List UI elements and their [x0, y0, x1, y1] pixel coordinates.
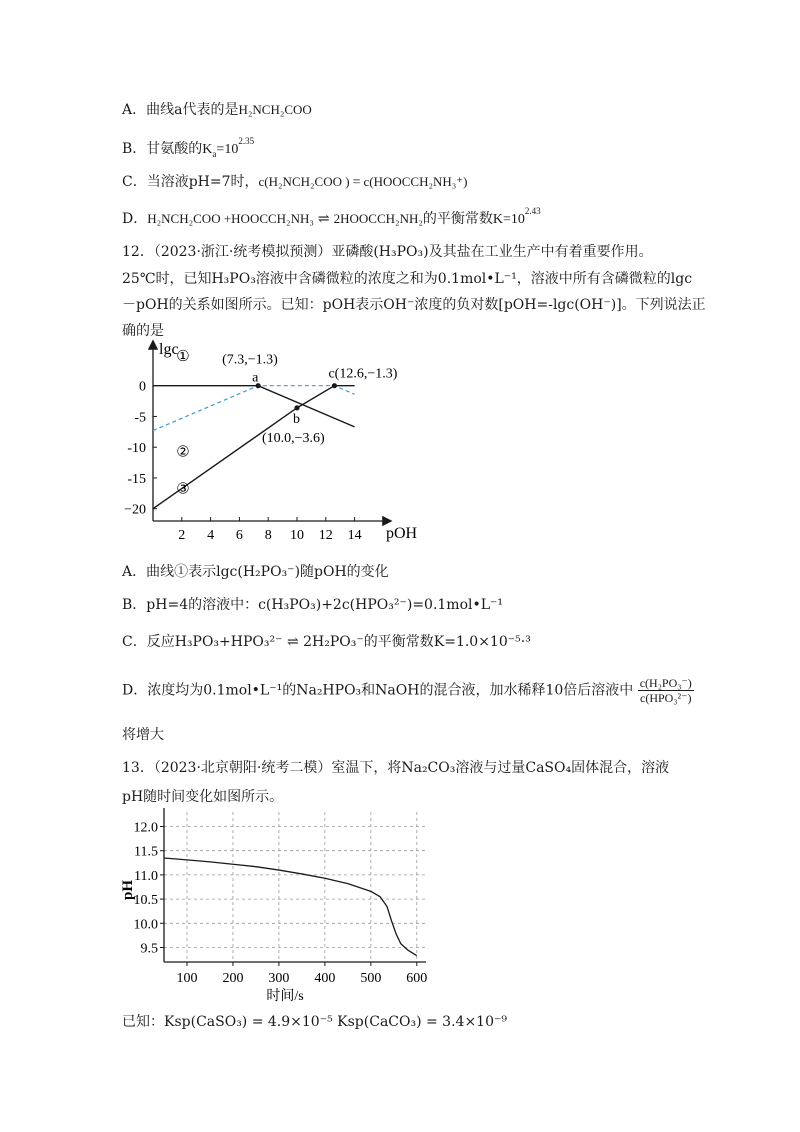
x-tick-label: 8	[264, 528, 272, 543]
q11-option-b: B．甘氨酸的$K_a=10^{2.35}$	[122, 136, 255, 159]
y-tick-label: -10	[127, 441, 146, 457]
point-c-coord: c(12.6,−1.3)	[328, 366, 398, 382]
x-axis-label: pOH	[386, 525, 418, 542]
series-label-3: ③	[176, 481, 190, 498]
pH-curve	[164, 858, 417, 956]
point-b-coord: (10.0,−3.6)	[262, 430, 325, 446]
series-label-2: ②	[176, 444, 190, 461]
x-tick-label: 14	[347, 528, 362, 543]
equilibrium-arrow-icon: ⇌	[317, 212, 330, 227]
q12-option-a: A．曲线①表示lgc(H₂PO₃⁻)随pOH的变化	[122, 564, 389, 580]
point-c	[332, 383, 337, 388]
q12-stem-line-3: －pOH的关系如图所示。已知：pOH表示OH⁻浓度的负对数[pOH=-lgc(OH⁻)]。下列说法正	[122, 297, 706, 313]
q12-option-b: B．pH=4的溶液中：c(H₃PO₃)+2c(HPO₃²⁻)=0.1mol•L⁻¹	[122, 597, 504, 613]
q11-option-a: A．曲线a代表的是H₂NCH₂COO	[122, 102, 312, 118]
point-b	[294, 405, 299, 410]
q12-option-d: D．浓度均为0.1mol•L⁻¹的Na₂HPO₃和NaOH的混合液，加水稀释10倍后溶液中 $\frac{\text{c(H₂PO₃⁻)}}{\text{c(HPO₃²⁻)}}$	[122, 676, 692, 705]
y-tick-label: -5	[134, 410, 146, 426]
q11-option-d: D．H₂NCH₂COO +HOOCCH₂NH₃ ⇌ 2HOOCCH₂NH₂的平衡常数$K=10^{2.43}$	[122, 206, 541, 227]
x-tick-label: 600	[406, 971, 428, 986]
y-tick-label: 9.5	[140, 941, 158, 957]
formula: H₂NCH₂COO	[238, 102, 312, 117]
y-tick-label: 12.0	[133, 820, 158, 836]
y-tick-label: 11.5	[134, 844, 158, 860]
q13-known-constants: 已知：Ksp(CaSO₃) = 4.9×10⁻⁵ Ksp(CaCO₃) = 3.4×10⁻⁹	[122, 1014, 507, 1030]
q12-option-d-continuation: 将增大	[122, 727, 164, 743]
point-a-label: a	[252, 370, 259, 386]
q12-stem-line-1: 12．（2023·浙江·统考模拟预测）亚磷酸(H₃PO₃)及其盐在工业生产中有着重要作用。	[122, 244, 653, 260]
q12-stem-line-4: 确的是	[122, 323, 164, 339]
lgc-pOH-chart	[108, 338, 428, 550]
y-tick-label: 10.0	[133, 917, 158, 933]
q12-option-c: C．反应H₃PO₃+HPO₃²⁻ ⇌ 2H₂PO₃⁻的平衡常数K=1.0×10⁻⁵·³	[122, 634, 531, 650]
y-tick-label: 0	[139, 379, 146, 395]
concentration-ratio: $\frac{\text{c(H₂PO₃⁻)}}{\text{c(HPO₃²⁻)}}$	[639, 676, 692, 705]
y-tick-label: 10.5	[133, 893, 158, 909]
x-tick-label: 400	[314, 971, 336, 986]
x-tick-label: 12	[318, 528, 333, 543]
y-tick-label: -15	[127, 471, 146, 487]
x-tick-label: 500	[360, 971, 382, 986]
y-tick-label: 11.0	[134, 868, 158, 884]
q13-stem-line-2: pH随时间变化如图所示。	[122, 789, 284, 805]
x-tick-label: 10	[290, 528, 304, 543]
q11-option-c: C．当溶液pH=7时，c(H₂NCH₂COO ) = c(HOOCCH₂NH₃⁺)	[122, 174, 468, 190]
point-b-label: b	[293, 411, 300, 427]
x-axis-label: 时间/s	[266, 989, 304, 1002]
pH-time-chart	[118, 806, 438, 1002]
x-tick-label: 2	[178, 528, 186, 543]
x-tick-label: 300	[268, 971, 290, 986]
q12-stem-line-2: 25℃时，已知H₃PO₃溶液中含磷微粒的浓度之和为0.1mol•L⁻¹，溶液中所有含磷微粒的lgc	[122, 271, 693, 287]
x-tick-label: 200	[222, 971, 244, 986]
x-tick-label: 6	[235, 528, 243, 543]
q13-stem-line-1: 13．（2023·北京朝阳·统考二模）室温下，将Na₂CO₃溶液与过量CaSO₄固体混合，溶液	[122, 760, 670, 776]
point-a-coord: (7.3,−1.3)	[222, 352, 278, 368]
y-tick-label: −20	[124, 502, 146, 518]
y-axis-label: pH	[120, 879, 136, 901]
y-axis-label: lgc	[159, 341, 179, 358]
x-tick-label: 100	[176, 971, 198, 986]
x-tick-label: 4	[207, 528, 215, 543]
series-label-1: ①	[176, 349, 190, 366]
